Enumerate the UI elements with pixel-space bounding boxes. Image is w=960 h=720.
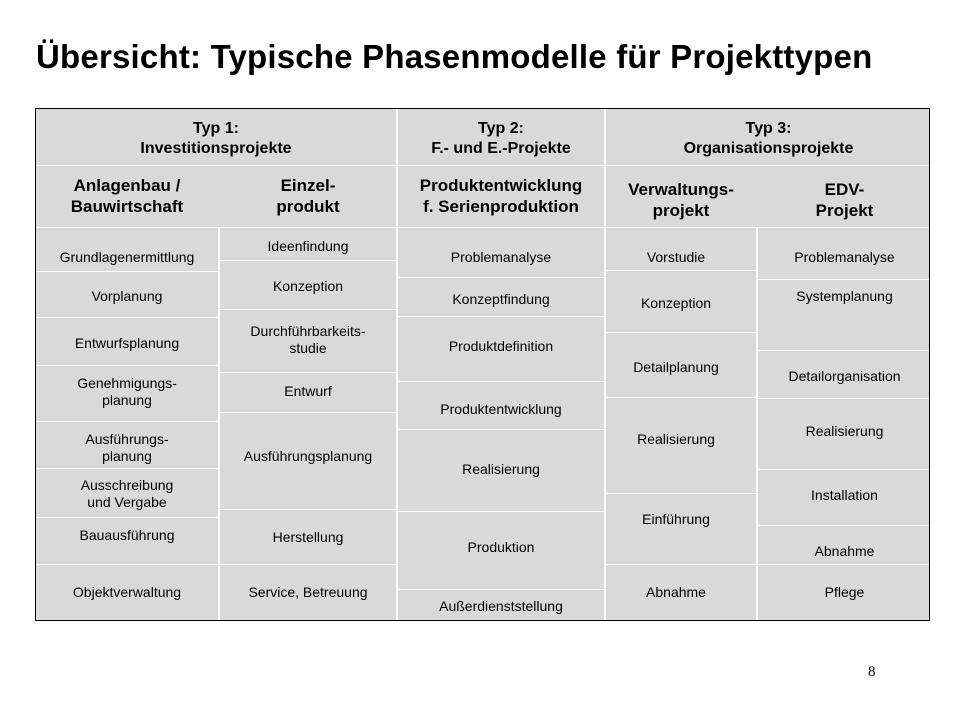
row-divider: [398, 277, 604, 278]
phase-cell: Vorplanung: [91, 288, 163, 304]
phase-cell: Grundlagenermittlung: [59, 249, 195, 265]
phase-cell: Problemanalyse: [450, 249, 552, 265]
group-header-divider: [36, 165, 396, 166]
group-header-divider: [398, 165, 604, 166]
row-divider: [758, 350, 930, 351]
row-divider: [606, 397, 756, 398]
row-divider: [606, 332, 756, 333]
row-divider: [398, 511, 604, 512]
row-divider: [758, 564, 930, 565]
row-divider: [220, 260, 396, 261]
phase-cell: Entwurf: [284, 383, 332, 399]
row-divider: [36, 365, 218, 366]
phase-cell: Konzeptfindung: [452, 291, 550, 307]
row-divider: [606, 564, 756, 565]
phase-cell: Realisierung: [462, 461, 540, 477]
group-header-typ3: Typ 3: Organisationsprojekte: [683, 120, 854, 157]
phase-cell: Ausschreibung und Vergabe: [80, 477, 174, 510]
row-divider: [36, 517, 218, 518]
phase-cell: Herstellung: [272, 529, 344, 545]
row-divider: [36, 421, 218, 422]
row-divider: [758, 469, 930, 470]
phase-cell: Genehmigungs- planung: [77, 375, 177, 408]
row-divider: [758, 398, 930, 399]
phase-cell: Realisierung: [637, 431, 715, 447]
phase-cell: Service, Betreuung: [248, 584, 368, 600]
phase-cell: Bauausführung: [79, 527, 175, 543]
phase-cell: Pflege: [824, 584, 865, 600]
phase-cell: Produktentwicklung: [440, 401, 562, 417]
column-header-edv-projekt: EDV- Projekt: [815, 180, 874, 220]
row-divider: [36, 317, 218, 318]
phase-cell: Außerdienststellung: [439, 598, 563, 614]
row-divider: [606, 270, 756, 271]
phase-cell: Ausführungsplanung: [243, 448, 373, 464]
row-divider: [220, 412, 396, 413]
phase-cell: Konzeption: [272, 278, 344, 294]
phase-cell: Produktdefinition: [448, 338, 554, 354]
row-divider: [398, 429, 604, 430]
row-divider: [220, 509, 396, 510]
row-divider: [398, 589, 604, 590]
phase-cell: Abnahme: [814, 543, 875, 559]
row-divider: [36, 271, 218, 272]
row-divider: [758, 525, 930, 526]
group-header-typ2: Typ 2: F.- und E.-Projekte: [431, 120, 571, 157]
phase-cell: Problemanalyse: [794, 249, 895, 265]
phase-cell: Durchführbarkeits- studie: [250, 323, 366, 356]
column-header-einzelprodukt: Einzel- produkt: [276, 176, 340, 216]
phase-cell: Vorstudie: [646, 249, 706, 265]
group-header-typ1: Typ 1: Investitionsprojekte: [140, 120, 292, 157]
row-divider: [36, 468, 218, 469]
row-divider: [220, 309, 396, 310]
phase-cell: Installation: [811, 487, 878, 503]
phase-cell: Detailplanung: [633, 359, 719, 375]
phase-cell: Produktion: [467, 539, 535, 555]
page-title: Übersicht: Typische Phasenmodelle für Projekttypen: [36, 38, 873, 75]
header-body-divider: [36, 227, 930, 228]
row-divider: [398, 381, 604, 382]
column-header-produktentwicklung: Produktentwicklung f. Serienproduktion: [419, 176, 583, 216]
row-divider: [606, 493, 756, 494]
phase-cell: Ideenfindung: [267, 238, 349, 254]
phase-cell: Konzeption: [640, 295, 712, 311]
column-header-anlagenbau: Anlagenbau / Bauwirtschaft: [70, 176, 184, 216]
row-divider: [220, 564, 396, 565]
phase-cell: Objektverwaltung: [72, 584, 182, 600]
row-divider: [398, 316, 604, 317]
phase-cell: Entwurfsplanung: [74, 335, 180, 351]
row-divider: [758, 279, 930, 280]
phase-model-table: [35, 108, 930, 621]
phase-cell: Ausführungs- planung: [85, 431, 169, 464]
row-divider: [220, 372, 396, 373]
phase-cell: Abnahme: [646, 584, 706, 600]
phase-cell: Detailorganisation: [788, 368, 901, 384]
phase-cell: Realisierung: [805, 423, 884, 439]
page-number: 8: [868, 664, 876, 680]
group-header-divider: [606, 165, 930, 166]
phase-cell: Systemplanung: [796, 288, 893, 304]
phase-cell: Einführung: [642, 511, 710, 527]
column-header-verwaltungsprojekt: Verwaltungs- projekt: [628, 180, 734, 220]
row-divider: [36, 564, 218, 565]
